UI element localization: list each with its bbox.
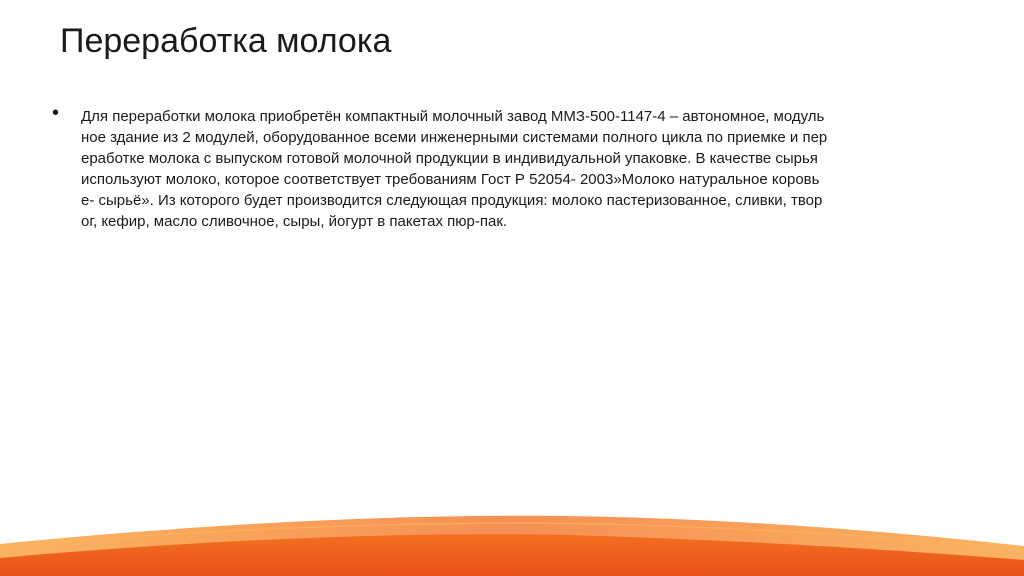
bullet-icon: • bbox=[52, 102, 60, 124]
slide-title: Переработка молока bbox=[60, 22, 392, 60]
bullet-list bbox=[50, 102, 940, 232]
body-line: Для переработки молока приобретён компактный молочный завод ММЗ-500-1147-4 – автономное, модуль bbox=[81, 108, 825, 125]
body-line: ог, кефир, масло сливочное, сыры, йогурт в пакетах пюр-пак. bbox=[81, 213, 508, 230]
list-item bbox=[50, 102, 940, 232]
orange-wave-decoration bbox=[0, 486, 1024, 576]
body-line: используют молоко, которое соответствует требованиям Гост Р 52054- 2003»Молоко натуральное коровь bbox=[81, 171, 820, 188]
body-line: ное здание из 2 модулей, оборудованное всеми инженерными системами полного цикла по приемке и пер bbox=[81, 129, 828, 146]
body-line: еработке молока с выпуском готовой молочной продукции в индивидуальной упаковке. В качестве сырья bbox=[81, 150, 818, 167]
body-text bbox=[81, 106, 940, 232]
body-line: е- сырьё». Из которого будет производится следующая продукция: молоко пастеризованное, сливки, твор bbox=[81, 192, 823, 209]
